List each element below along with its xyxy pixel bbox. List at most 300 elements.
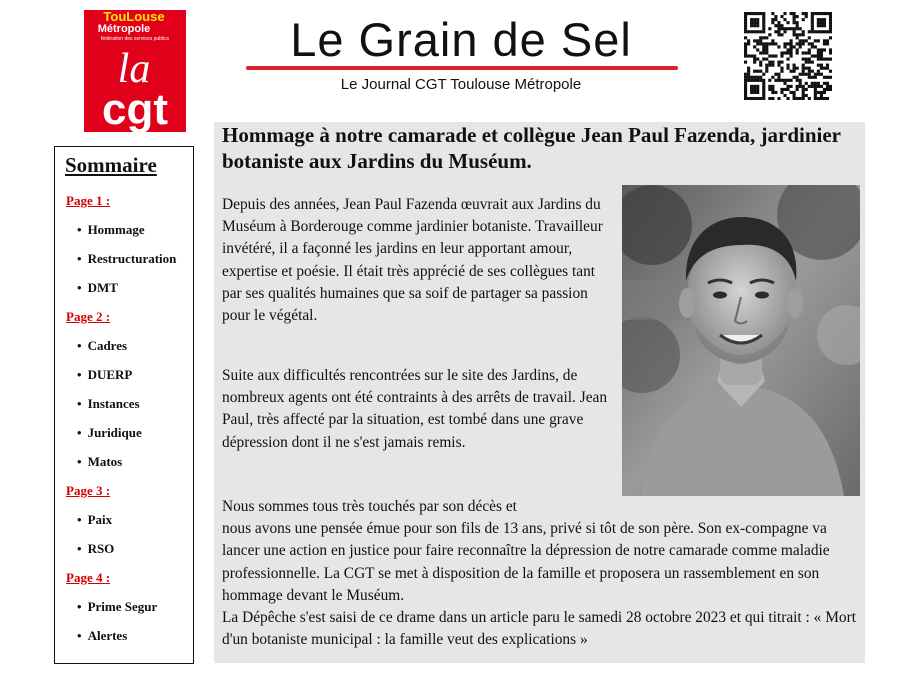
article-paragraph-1: Depuis des années, Jean Paul Fazenda œuvrait aux Jardins du Muséum à Borderouge comme jardinier botaniste. Travailleur invétéré, il a façonné les jardins en leur apportant amour, expertise et poésie. Il était très apprécié de ses collègues tant par ses qualités humaines que sa soif de partager sa passion pour le végétal.	[222, 196, 603, 325]
qr-module	[753, 79, 756, 82]
qr-module	[774, 91, 777, 94]
qr-module	[808, 73, 811, 76]
qr-module	[756, 76, 759, 79]
qr-module	[829, 36, 832, 39]
qr-module	[753, 70, 756, 73]
qr-module	[765, 45, 768, 48]
qr-module	[750, 97, 753, 100]
qr-module	[780, 54, 783, 57]
qr-module	[747, 76, 750, 79]
qr-module	[799, 39, 802, 42]
logo-cgt: cgt	[102, 85, 168, 132]
qr-module	[829, 27, 832, 30]
qr-module	[783, 94, 786, 97]
qr-module	[799, 33, 802, 36]
qr-module	[747, 54, 750, 57]
qr-module	[744, 48, 747, 51]
qr-module	[774, 18, 777, 21]
qr-module	[756, 21, 759, 24]
qr-module	[753, 85, 756, 88]
qr-module	[762, 88, 765, 91]
qr-module	[777, 21, 780, 24]
qr-module	[765, 70, 768, 73]
qr-module	[786, 51, 789, 54]
qr-module	[802, 64, 805, 67]
qr-module	[744, 88, 747, 91]
qr-module	[780, 67, 783, 70]
qr-module	[805, 58, 808, 61]
qr-module	[744, 27, 747, 30]
qr-module	[796, 36, 799, 39]
qr-module	[759, 61, 762, 64]
qr-module	[759, 79, 762, 82]
qr-module	[756, 39, 759, 42]
qr-module	[765, 67, 768, 70]
qr-module	[811, 82, 814, 85]
qr-module	[786, 48, 789, 51]
qr-module	[762, 24, 765, 27]
toc-title: Sommaire	[65, 153, 157, 177]
qr-module	[808, 85, 811, 88]
qr-module	[817, 91, 820, 94]
qr-module	[783, 18, 786, 21]
qr-module	[826, 58, 829, 61]
qr-module	[823, 91, 826, 94]
cgt-logo	[84, 10, 186, 132]
toc-list	[55, 186, 193, 650]
qr-module	[811, 61, 814, 64]
qr-module	[820, 67, 823, 70]
qr-module	[796, 42, 799, 45]
qr-module	[826, 39, 829, 42]
qr-module	[808, 61, 811, 64]
qr-module	[744, 61, 747, 64]
qr-module	[750, 54, 753, 57]
qr-module	[808, 36, 811, 39]
qr-module	[805, 94, 808, 97]
qr-module	[762, 79, 765, 82]
toc-page-link[interactable]: Page 4 :	[66, 570, 111, 585]
qr-module	[808, 30, 811, 33]
qr-module	[829, 88, 832, 91]
qr-module	[762, 21, 765, 24]
qr-module	[799, 85, 802, 88]
qr-module	[814, 73, 817, 76]
qr-module	[826, 97, 829, 100]
qr-module	[762, 42, 765, 45]
qr-module	[811, 21, 814, 24]
qr-module	[771, 42, 774, 45]
qr-module	[762, 85, 765, 88]
qr-module	[796, 85, 799, 88]
qr-module	[783, 79, 786, 82]
qr-module	[817, 73, 820, 76]
qr-module	[829, 21, 832, 24]
qr-module	[817, 70, 820, 73]
title-rule	[246, 66, 678, 70]
toc-topic-item: • Matos	[55, 447, 193, 476]
qr-module	[771, 21, 774, 24]
qr-module	[777, 24, 780, 27]
qr-module	[808, 51, 811, 54]
qr-module	[826, 12, 829, 15]
qr-module	[820, 30, 823, 33]
qr-module	[750, 76, 753, 79]
qr-module	[823, 88, 826, 91]
article-paragraph-4: La Dépêche s'est saisi de ce drame dans un article paru le samedi 28 octobre 2023 et qui titrait : « Mort d'un botaniste municipal : la famille veut des explications »	[222, 609, 857, 649]
qr-module	[820, 58, 823, 61]
qr-module	[765, 51, 768, 54]
qr-module	[768, 27, 771, 30]
qr-module	[747, 67, 750, 70]
qr-module	[750, 88, 753, 91]
qr-module	[793, 45, 796, 48]
qr-module	[793, 27, 796, 30]
qr-module	[823, 18, 826, 21]
qr-module	[802, 97, 805, 100]
article	[214, 122, 865, 663]
qr-module	[820, 18, 823, 21]
qr-module	[808, 48, 811, 51]
toc-topic-item: • Restructuration	[55, 244, 193, 273]
qr-module	[817, 85, 820, 88]
toc-topic-item: • Hommage	[55, 215, 193, 244]
qr-module	[786, 58, 789, 61]
qr-module	[762, 58, 765, 61]
qr-module	[771, 39, 774, 42]
qr-module	[759, 97, 762, 100]
qr-module	[747, 30, 750, 33]
qr-module	[793, 64, 796, 67]
qr-module	[753, 12, 756, 15]
qr-module	[796, 79, 799, 82]
qr-module	[802, 85, 805, 88]
qr-module	[753, 61, 756, 64]
qr-module	[753, 45, 756, 48]
qr-module	[747, 70, 750, 73]
toc-topic-item: • Alertes	[55, 621, 193, 650]
qr-module	[829, 48, 832, 51]
qr-module	[771, 91, 774, 94]
qr-module	[762, 18, 765, 21]
qr-module	[750, 85, 753, 88]
journal-subtitle: Le Journal CGT Toulouse Métropole	[340, 76, 582, 93]
qr-module	[753, 88, 756, 91]
qr-module	[759, 39, 762, 42]
qr-module	[808, 76, 811, 79]
qr-module	[826, 64, 829, 67]
qr-module	[744, 97, 747, 100]
qr-module	[756, 30, 759, 33]
qr-module	[765, 64, 768, 67]
qr-module	[814, 12, 817, 15]
qr-module	[811, 42, 814, 45]
qr-module	[811, 45, 814, 48]
qr-module	[823, 30, 826, 33]
qr-module	[793, 12, 796, 15]
qr-module	[777, 97, 780, 100]
qr-module	[786, 21, 789, 24]
toc-page-link[interactable]: Page 1 :	[66, 193, 111, 208]
toc-page-link[interactable]: Page 3 :	[66, 483, 111, 498]
qr-module	[774, 24, 777, 27]
qr-module	[762, 51, 765, 54]
qr-module	[774, 42, 777, 45]
qr-module	[820, 64, 823, 67]
qr-module	[768, 33, 771, 36]
qr-module	[774, 73, 777, 76]
qr-module	[786, 97, 789, 100]
qr-module	[744, 54, 747, 57]
qr-module	[796, 97, 799, 100]
qr-module	[829, 58, 832, 61]
qr-module	[756, 42, 759, 45]
qr-module	[777, 27, 780, 30]
qr-module	[823, 48, 826, 51]
qr-module	[756, 97, 759, 100]
qr-module	[796, 27, 799, 30]
qr-module	[771, 97, 774, 100]
qr-module	[796, 21, 799, 24]
qr-module	[817, 48, 820, 51]
article-paragraph-3	[222, 496, 864, 651]
qr-module	[814, 82, 817, 85]
article-paragraph-3-rest: nous avons une pensée émue pour son fils de 13 ans, privé si tôt de son père. Son ex-compagne va lancer une action en justice pour faire reconnaître la dépression de notre camarade comme maladie professionnelle. La CGT se met à disposition de la famille et proposera un rassemblement en son hommage devant le Muséum.	[222, 520, 830, 604]
logo-top-text: TouLouse	[103, 10, 165, 24]
qr-module	[820, 73, 823, 76]
article-paragraph-2: Suite aux difficultés rencontrées sur le site des Jardins, de nombreux agents ont été contraints à des arrêts de travail. Jean Paul, très affecté par la situation, est tombé dans une grave dépression dont il ne s'est jamais remis.	[222, 367, 608, 451]
qr-module	[753, 58, 756, 61]
qr-module	[790, 45, 793, 48]
qr-module	[765, 48, 768, 51]
qr-module	[771, 85, 774, 88]
qr-module	[817, 51, 820, 54]
qr-module	[829, 70, 832, 73]
qr-module	[780, 70, 783, 73]
qr-module	[780, 61, 783, 64]
qr-module	[793, 15, 796, 18]
qr-module	[750, 12, 753, 15]
qr-module	[793, 18, 796, 21]
qr-module	[805, 61, 808, 64]
qr-module	[744, 76, 747, 79]
qr-module	[756, 48, 759, 51]
toc-topic-item: • DMT	[55, 273, 193, 302]
qr-module	[823, 21, 826, 24]
qr-module	[820, 91, 823, 94]
qr-module	[774, 79, 777, 82]
qr-module	[793, 97, 796, 100]
qr-module	[793, 21, 796, 24]
qr-module	[829, 51, 832, 54]
qr-module	[790, 51, 793, 54]
qr-module	[747, 97, 750, 100]
qr-module	[762, 45, 765, 48]
qr-module	[774, 15, 777, 18]
qr-module	[811, 76, 814, 79]
qr-module	[802, 58, 805, 61]
toc-topic-item: • Instances	[55, 389, 193, 418]
qr-module	[783, 45, 786, 48]
qr-module	[817, 21, 820, 24]
qr-module	[768, 85, 771, 88]
article-title: Hommage à notre camarade et collègue Jean Paul Fazenda, jardinier botaniste aux Jardins du Muséum.	[222, 123, 841, 173]
qr-module	[811, 85, 814, 88]
qr-module	[826, 82, 829, 85]
qr-module	[805, 15, 808, 18]
qr-module	[799, 79, 802, 82]
qr-module	[747, 42, 750, 45]
qr-module	[814, 39, 817, 42]
qr-module	[805, 88, 808, 91]
qr-module	[805, 39, 808, 42]
qr-module	[786, 85, 789, 88]
qr-module	[756, 79, 759, 82]
qr-module	[744, 24, 747, 27]
qr-module	[808, 42, 811, 45]
logo-top-text2: Métropole	[97, 23, 151, 35]
qr-module	[765, 58, 768, 61]
qr-module	[750, 79, 753, 82]
qr-module	[759, 51, 762, 54]
qr-module	[799, 42, 802, 45]
qr-module	[796, 51, 799, 54]
qr-module	[780, 51, 783, 54]
qr-module	[793, 94, 796, 97]
toc-page-link[interactable]: Page 2 :	[66, 309, 111, 324]
qr-module	[820, 85, 823, 88]
qr-module	[762, 30, 765, 33]
qr-module	[820, 54, 823, 57]
qr-module	[829, 12, 832, 15]
qr-module	[759, 70, 762, 73]
qr-module	[750, 18, 753, 21]
qr-module	[808, 58, 811, 61]
qr-module	[780, 91, 783, 94]
qr-module	[799, 82, 802, 85]
qr-module	[802, 33, 805, 36]
qr-module	[811, 24, 814, 27]
qr-module	[753, 18, 756, 21]
qr-module	[780, 15, 783, 18]
qr-module	[771, 12, 774, 15]
journal-title: Le Grain de Sel	[290, 13, 632, 66]
qr-module	[826, 76, 829, 79]
qr-module	[790, 79, 793, 82]
qr-module	[811, 18, 814, 21]
qr-module	[756, 24, 759, 27]
qr-module	[768, 88, 771, 91]
logo-la: la	[117, 46, 151, 92]
qr-module	[820, 51, 823, 54]
qr-module	[802, 39, 805, 42]
qr-module	[762, 48, 765, 51]
qr-module	[817, 54, 820, 57]
qr-module	[790, 91, 793, 94]
qr-module	[802, 18, 805, 21]
qr-module	[786, 42, 789, 45]
qr-module	[756, 85, 759, 88]
qr-module	[759, 76, 762, 79]
qr-module	[805, 12, 808, 15]
qr-module	[817, 97, 820, 100]
qr-module	[762, 91, 765, 94]
qr-module	[805, 67, 808, 70]
qr-module	[744, 85, 747, 88]
qr-module	[786, 27, 789, 30]
qr-module	[811, 54, 814, 57]
qr-module	[786, 64, 789, 67]
qr-module	[762, 94, 765, 97]
qr-module	[744, 51, 747, 54]
qr-module	[753, 30, 756, 33]
qr-module	[759, 42, 762, 45]
qr-module	[774, 54, 777, 57]
qr-module	[777, 73, 780, 76]
qr-module	[814, 88, 817, 91]
toc-topic-item: • Juridique	[55, 418, 193, 447]
qr-module	[744, 36, 747, 39]
qr-module	[756, 12, 759, 15]
qr-module	[762, 15, 765, 18]
qr-module	[802, 12, 805, 15]
qr-module	[780, 27, 783, 30]
qr-module	[780, 88, 783, 91]
qr-module	[796, 33, 799, 36]
portrait-photo	[622, 185, 860, 496]
qr-module	[793, 91, 796, 94]
qr-module	[744, 82, 747, 85]
qr-module	[796, 24, 799, 27]
qr-module	[817, 39, 820, 42]
qr-module	[802, 73, 805, 76]
qr-module	[811, 15, 814, 18]
qr-module	[777, 64, 780, 67]
qr-module	[756, 18, 759, 21]
qr-module	[762, 82, 765, 85]
qr-module	[811, 30, 814, 33]
qr-module	[753, 54, 756, 57]
qr-module	[768, 42, 771, 45]
qr-module	[756, 91, 759, 94]
qr-module	[802, 88, 805, 91]
qr-module	[814, 30, 817, 33]
qr-module	[780, 79, 783, 82]
qr-module	[744, 15, 747, 18]
qr-module	[744, 18, 747, 21]
qr-module	[808, 70, 811, 73]
qr-module	[790, 48, 793, 51]
qr-module	[817, 64, 820, 67]
qr-module	[780, 33, 783, 36]
qr-module	[771, 54, 774, 57]
qr-module	[823, 67, 826, 70]
qr-module	[768, 61, 771, 64]
qr-module	[750, 24, 753, 27]
qr-module	[744, 21, 747, 24]
qr-module	[753, 91, 756, 94]
qr-module	[826, 30, 829, 33]
qr-module	[811, 27, 814, 30]
qr-module	[780, 24, 783, 27]
qr-module	[796, 76, 799, 79]
qr-module	[747, 79, 750, 82]
qr-module	[753, 21, 756, 24]
qr-module	[768, 97, 771, 100]
qr-module	[829, 24, 832, 27]
qr-module	[744, 79, 747, 82]
qr-module	[790, 12, 793, 15]
